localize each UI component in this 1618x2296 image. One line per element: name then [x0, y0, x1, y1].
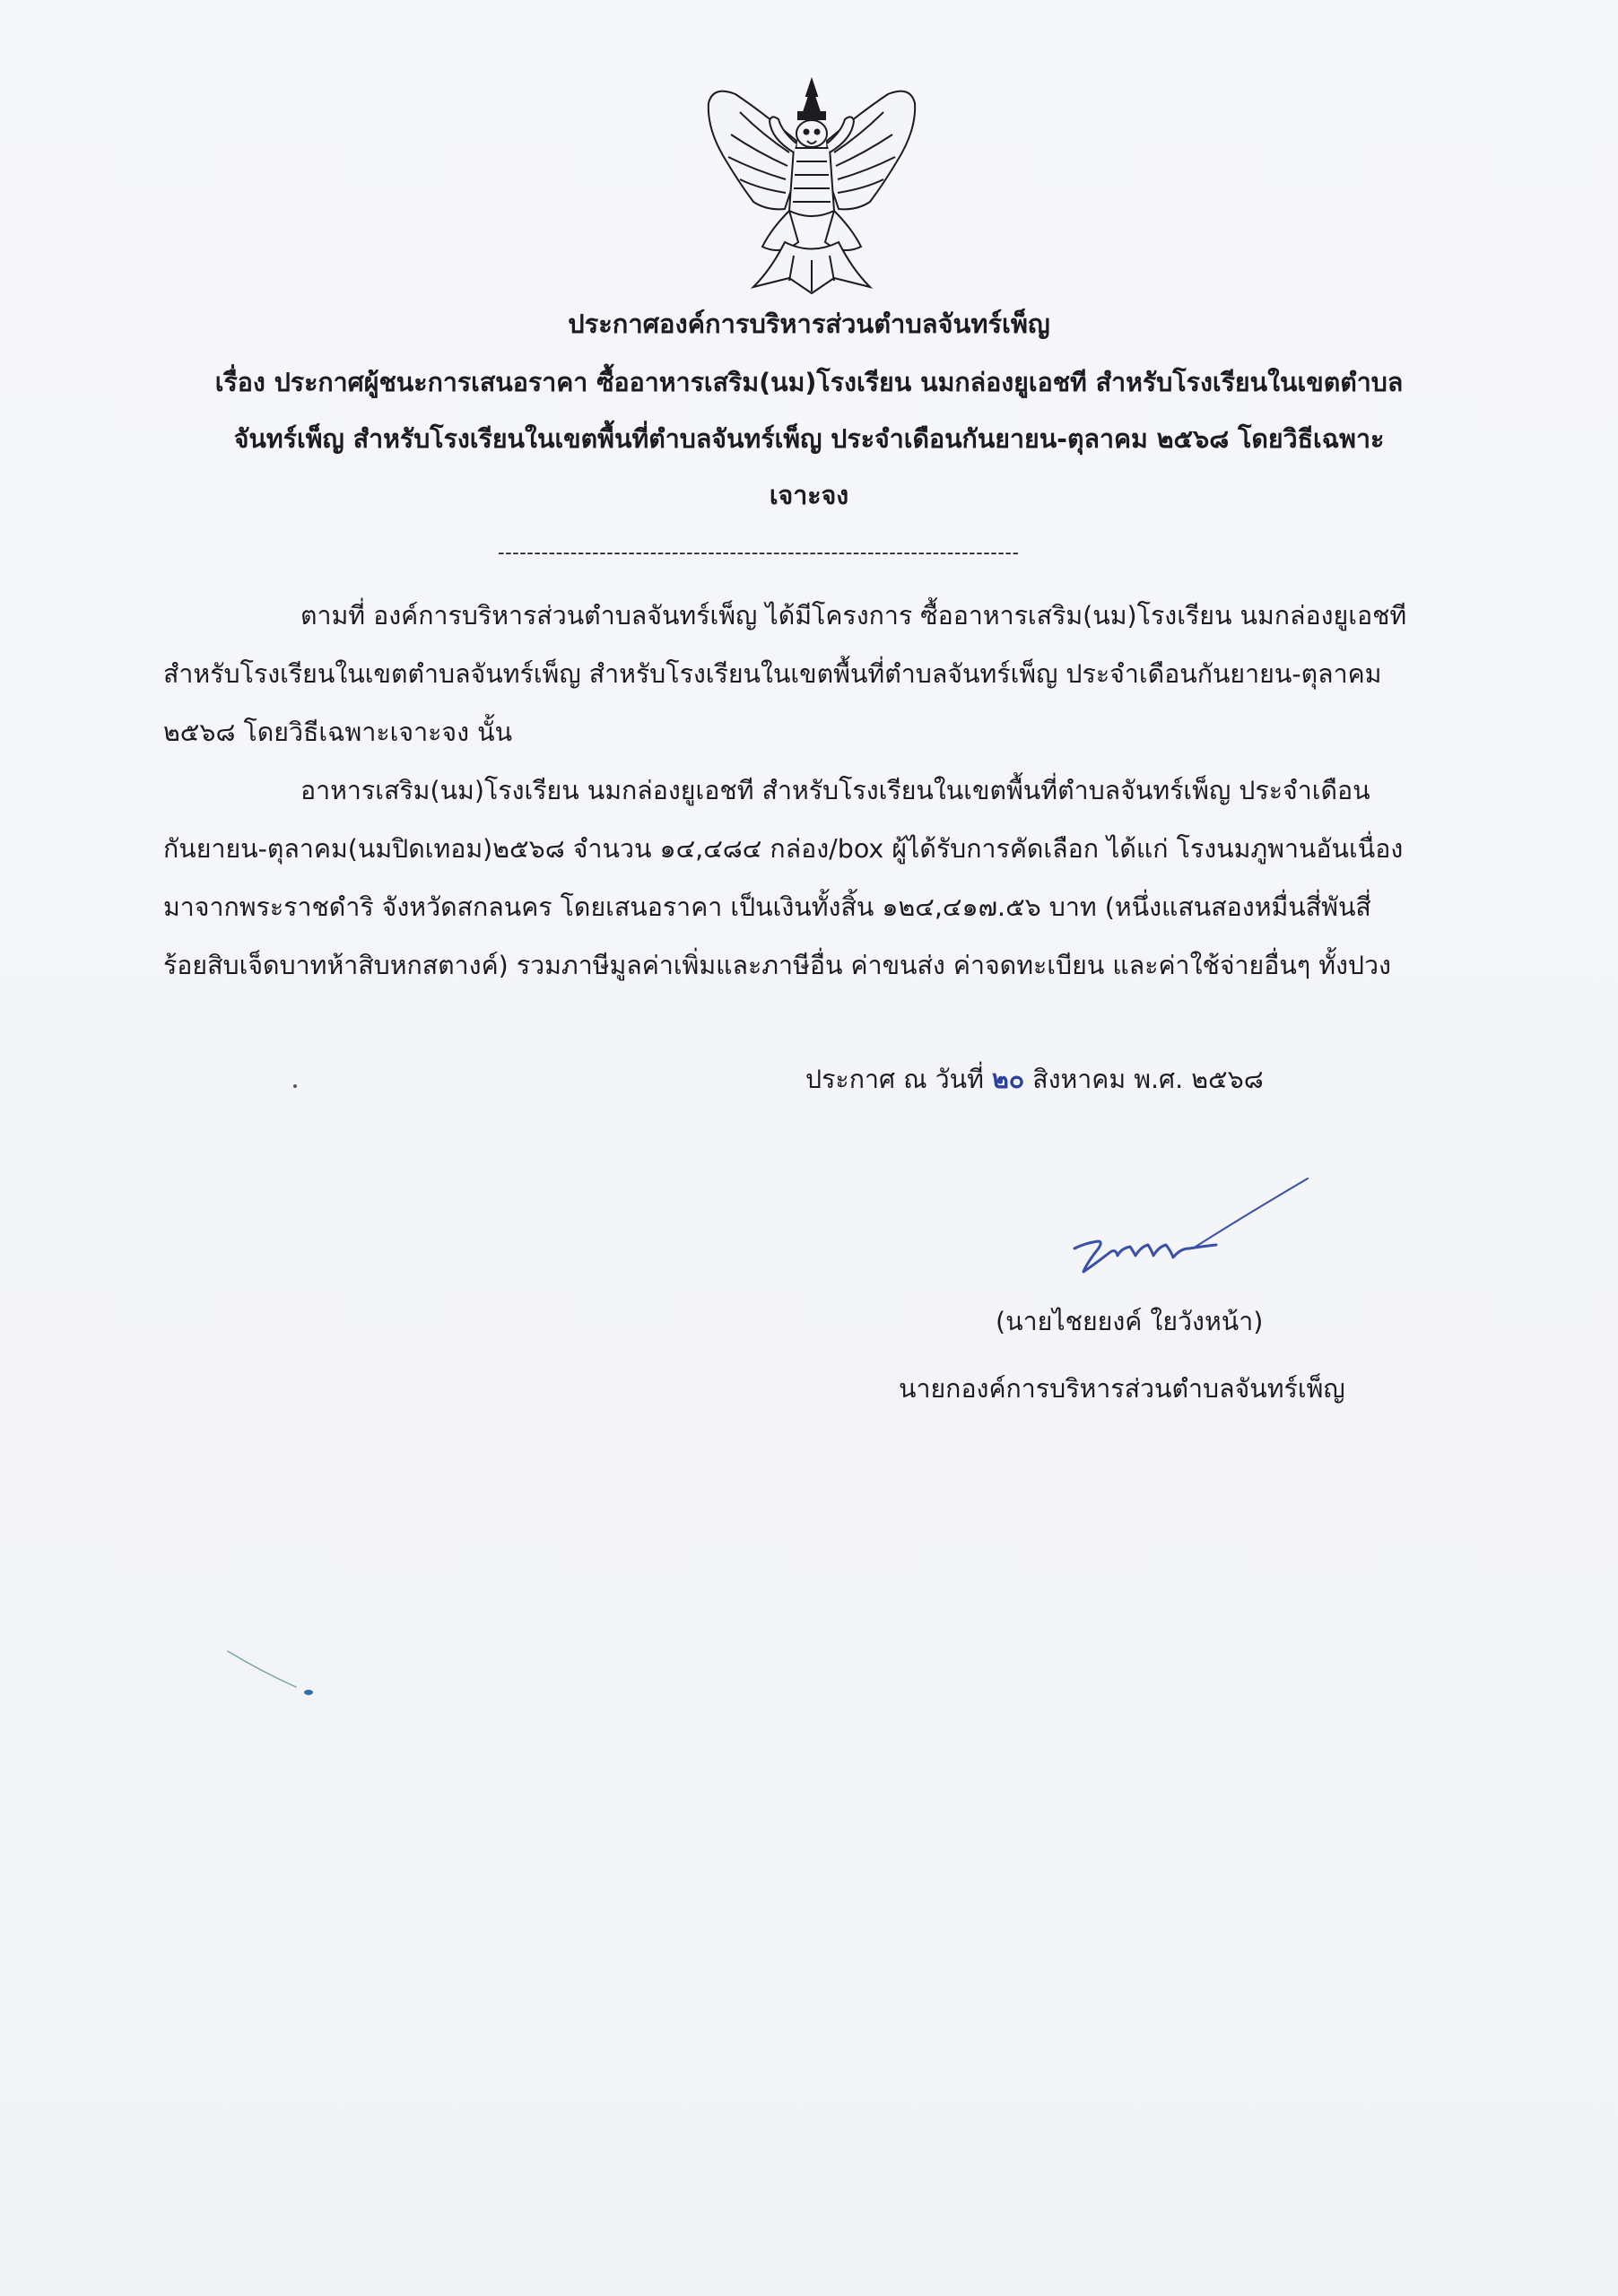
signature-icon	[1058, 1166, 1318, 1292]
subject-line-1: เรื่อง ประกาศผู้ชนะการเสนอราคา ซื้ออาหารเสริม(นม)โรงเรียน นมกล่องยูเอชที สำหรับโรงเรียนในเขตตำบล	[214, 368, 1404, 397]
header-divider: ------------------------------------------------------------------------	[498, 544, 1020, 561]
announcement-date	[805, 1062, 1264, 1098]
document-title: ประกาศองค์การบริหารส่วนตำบลจันทร์เพ็ญ	[568, 309, 1050, 339]
paragraph2-line-1: อาหารเสริม(นม)โรงเรียน นมกล่องยูเอชที สำหรับโรงเรียนในเขตพื้นที่ตำบลจันทร์เพ็ญ ประจำเดือน	[300, 776, 1370, 805]
signatory-position: นายกองค์การบริหารส่วนตำบลจันทร์เพ็ญ	[899, 1374, 1345, 1404]
paragraph2-line-3: มาจากพระราชดำริ จังหวัดสกลนคร โดยเสนอราคา เป็นเงินทั้งสิ้น ๑๒๔,๔๑๗.๕๖ บาท (หนึ่งแสนสองหมื่นสี่พันสี่	[163, 892, 1371, 922]
announcement-day: ๒๐	[991, 1065, 1025, 1094]
subject-line-2: จันทร์เพ็ญ สำหรับโรงเรียนในเขตพื้นที่ตำบลจันทร์เพ็ญ ประจำเดือนกันยายน-ตุลาคม ๒๕๖๘ โดยวิธีเฉพาะ	[233, 424, 1385, 454]
signatory-name: (นายไชยยงค์ ใยวังหน้า)	[996, 1307, 1264, 1336]
paragraph1-line-2: สำหรับโรงเรียนในเขตตำบลจันทร์เพ็ญ สำหรับโรงเรียนในเขตพื้นที่ตำบลจันทร์เพ็ญ ประจำเดือนกันยายน-ตุลาคม	[163, 659, 1382, 689]
pen-mark-icon	[224, 1646, 323, 1700]
dot-mark-icon	[292, 1083, 298, 1089]
paragraph2-line-2: กันยายน-ตุลาคม(นมปิดเทอม)๒๕๖๘ จำนวน ๑๔,๔๘๔ กล่อง/box ผู้ได้รับการคัดเลือก ได้แก่ โรงนมภูพานอันเนื่อง	[163, 834, 1404, 864]
paragraph2-line-4: ร้อยสิบเจ็ดบาทห้าสิบหกสตางค์) รวมภาษีมูลค่าเพิ่มและภาษีอื่น ค่าขนส่ง ค่าจดทะเบียน และค่าใช้จ่ายอื่นๆ ทั้งปวง	[163, 951, 1391, 980]
subject-line-3: เจาะจง	[769, 481, 849, 510]
paragraph1-line-1: ตามที่ องค์การบริหารส่วนตำบลจันทร์เพ็ญ ได้มีโครงการ ซื้ออาหารเสริม(นม)โรงเรียน นมกล่องยูเอชที	[300, 601, 1407, 631]
paragraph1-line-3: ๒๕๖๘ โดยวิธีเฉพาะเจาะจง นั้น	[163, 718, 513, 747]
garuda-emblem-icon	[700, 76, 924, 296]
announcement-prefix: ประกาศ ณ วันที่	[805, 1065, 984, 1094]
announcement-suffix: สิงหาคม พ.ศ. ๒๕๖๘	[1032, 1065, 1264, 1094]
